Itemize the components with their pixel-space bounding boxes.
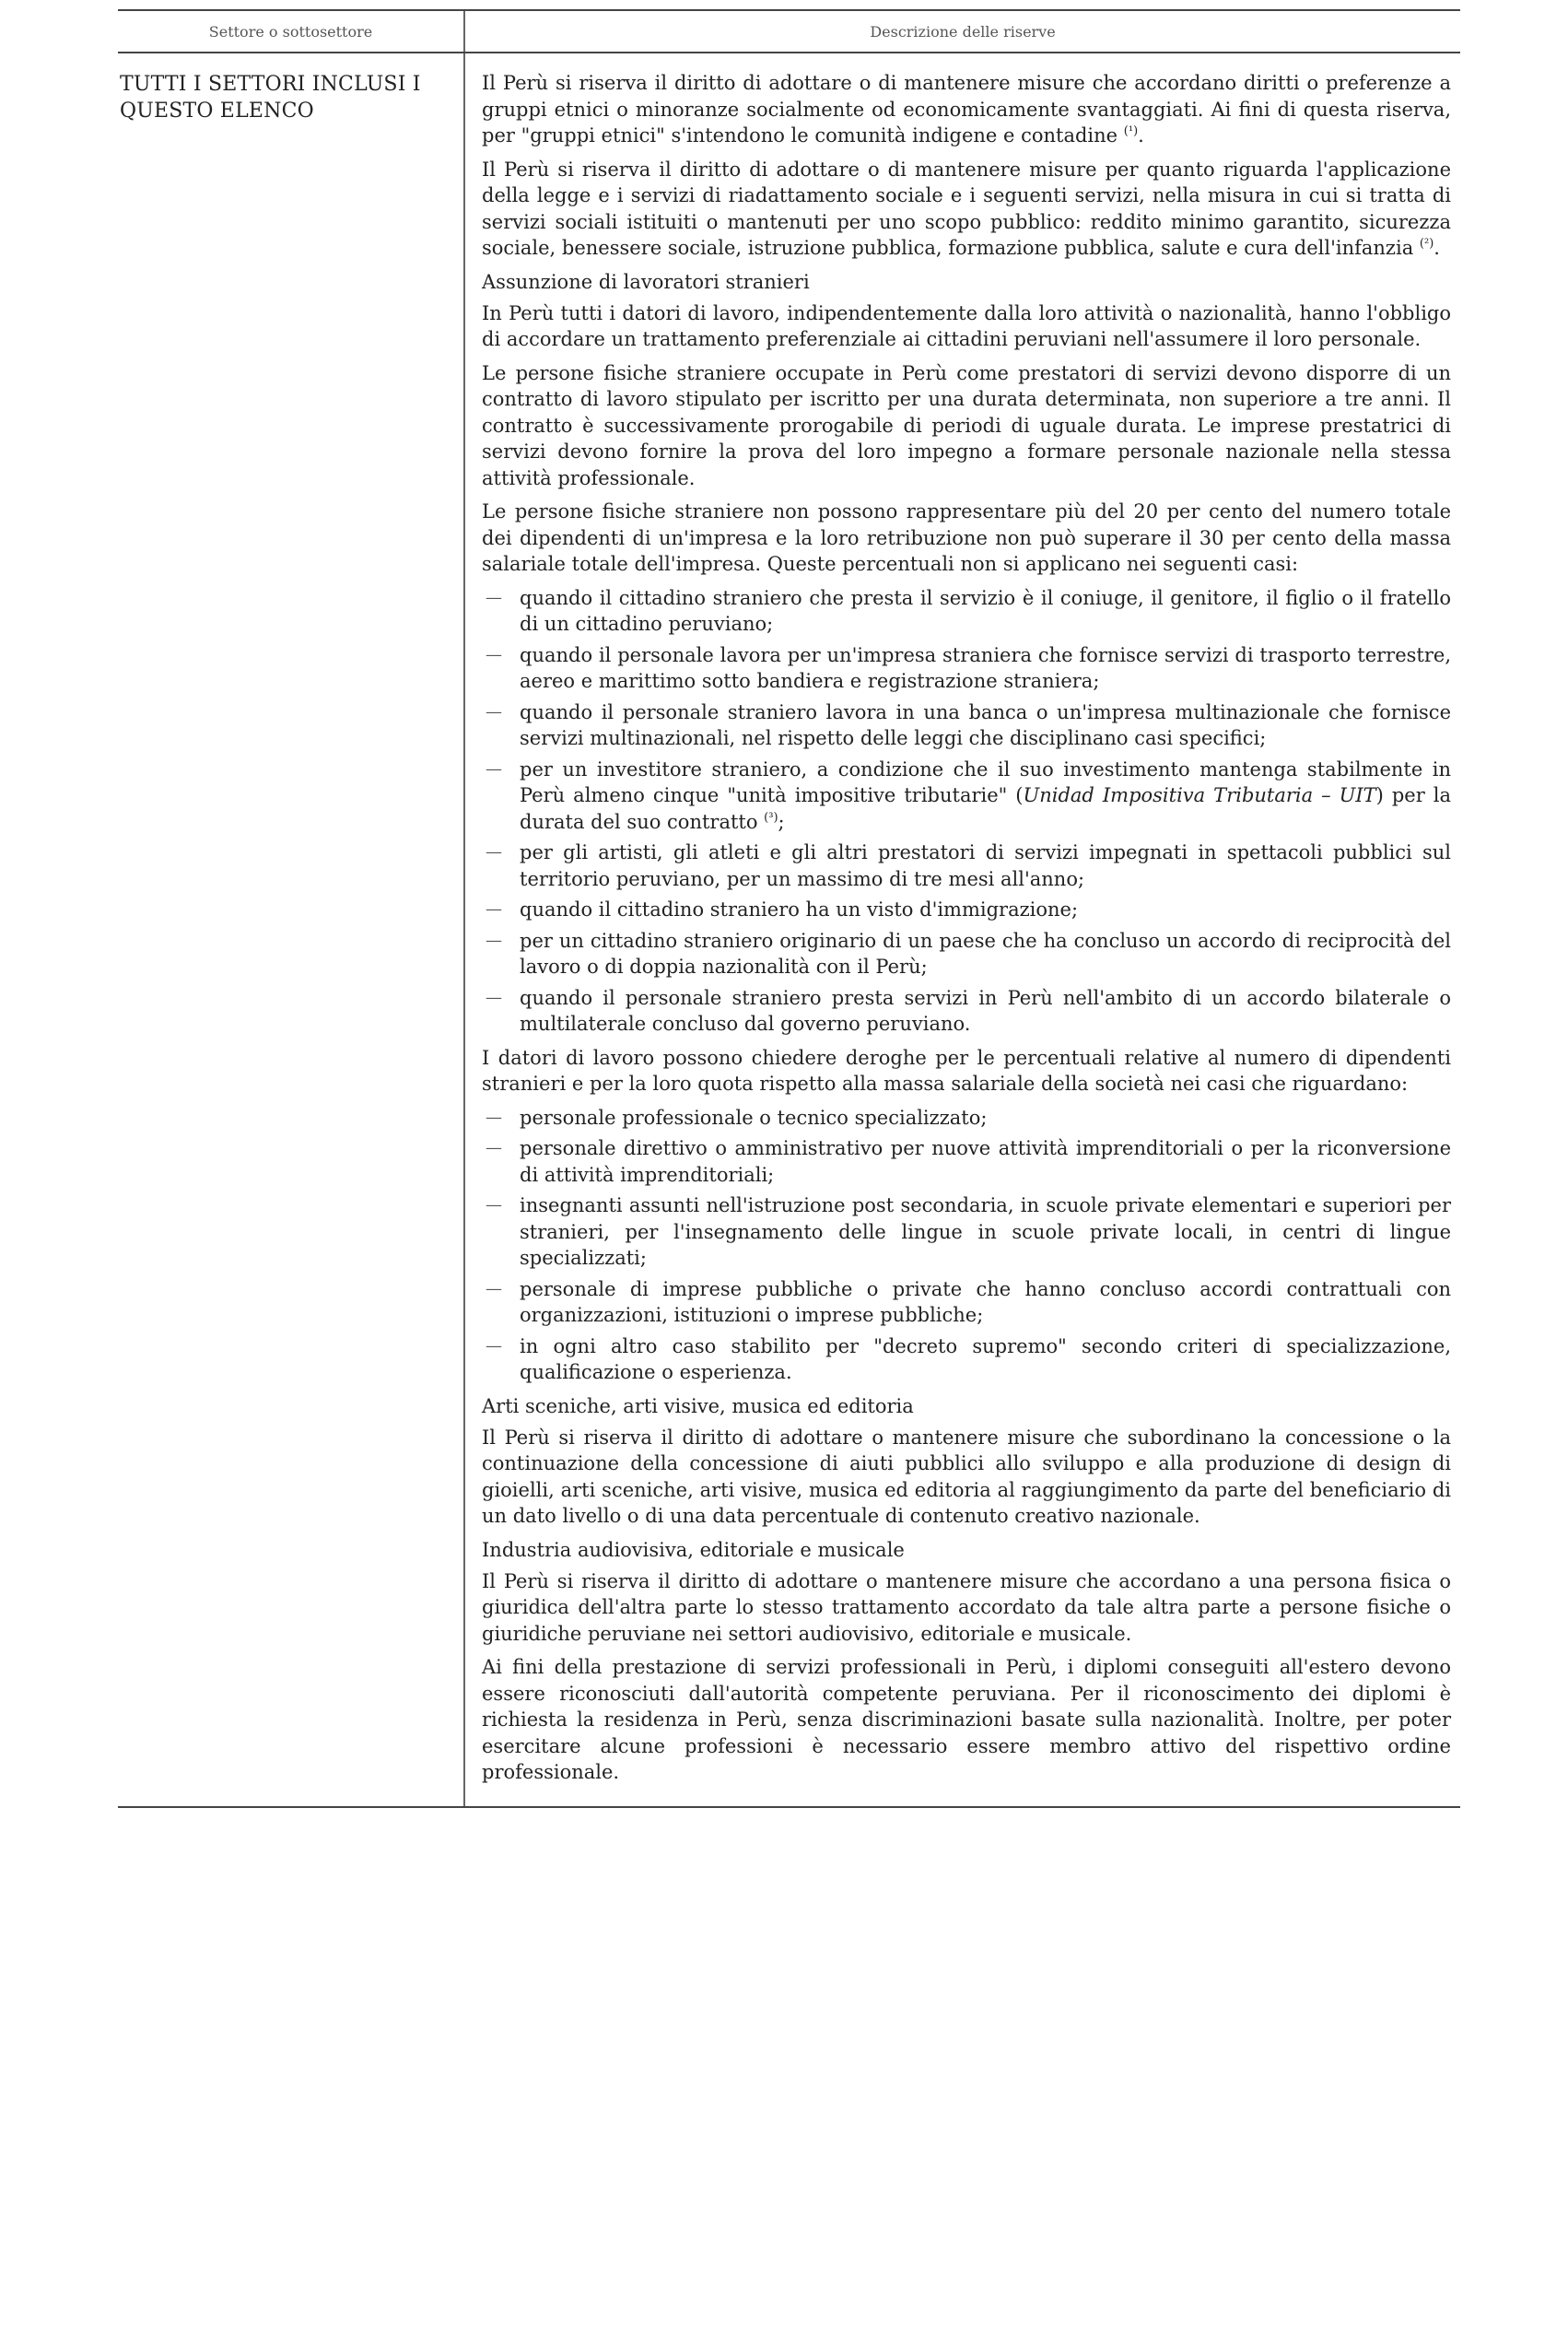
list-item [482,1135,1451,1188]
description-body [465,53,1460,1806]
list-item [482,642,1451,695]
italic-term: Unidad Impositiva Tributaria – UIT [1023,784,1376,806]
list-item-text: in ogni altro caso stabilito per "decreto supremo" secondo criteri di specializzazione, qualificazione o esperienza. [520,1334,1451,1383]
paragraph: Il Perù si riserva il diritto di adottare o mantenere misure che subordinano la concessione o la continuazione della concessione di aiuti pubblici allo sviluppo e alla produzione di design di gioielli, arti sceniche, arti visive, musica ed editoria al raggiungimento da parte del beneficiario di un dato livello o di una data percentuale di contenuto creativo nazionale. [482,1426,1451,1527]
dash-marker: — [486,1278,502,1298]
footnote-ref: (¹) [1123,124,1139,138]
list-item-text: per un investitore straniero, a condizione che il suo investimento mantenga stabilmente in Perù almeno cinque "unità impositive tributarie" ( [520,757,1451,806]
reservations-table [118,9,1460,1808]
footnote-ref: (³) [764,810,778,825]
footnote-ref: (²) [1419,237,1434,251]
subheading-lavoratori: Assunzione di lavoratori stranieri [482,270,810,293]
paragraph: I datori di lavoro possono chiedere deroghe per le percentuali relative al numero di dipendenti stranieri e per la loro quota rispetto alla massa salariale della società nei casi che riguardano: [482,1046,1451,1095]
paragraph: In Perù tutti i datori di lavoro, indipendentemente dalla loro attività o nazionalità, hanno l'obbligo di accordare un trattamento preferenziale ai cittadini peruviani nell'assumere il loro personale. [482,301,1451,350]
subheading-audiovisiva: Industria audiovisiva, editoriale e musicale [482,1538,905,1561]
paragraph: Le persone fisiche straniere non possono rappresentare più del 20 per cento del numero totale dei dipendenti di un'impresa e la loro retribuzione non può superare il 30 per cento della massa salariale totale dell'impresa. Queste percentuali non si applicano nei seguenti casi: [482,500,1451,575]
list-item-text: personale di imprese pubbliche o private che hanno concluso accordi contrattuali con organizzazioni, istituzioni o imprese pubbliche; [520,1277,1451,1326]
list-item-text: insegnanti assunti nell'istruzione post secondaria, in scuole private elementari e superiori per stranieri, per l'insegnamento delle lingue in scuole private locali, in centri di lingue specializzati; [520,1194,1451,1269]
paragraph: Il Perù si riserva il diritto di adottare o di mantenere misure che accordano diritti o preferenze a gruppi etnici o minoranze socialmente od economicamente svantaggiati. Ai fini di questa riserva, per "gruppi etnici" s'intendono le comunità indigene e contadine $^{(^1)}$. [482,72,1451,147]
list-item [482,1105,1451,1132]
exceptions-list [482,585,1451,1038]
paragraph: Ai fini della prestazione di servizi professionali in Perù, i diplomi conseguiti all'estero devono essere riconosciuti dall'autorità competente peruviana. Per il riconoscimento dei diplomi è richiesta la residenza in Perù, senza discriminazioni basate sulla nazionalità. Inoltre, per poter esercitare alcune professioni è necessario essere membro attivo del rispettivo ordine professionale. [482,1656,1451,1783]
dash-marker: — [486,987,502,1007]
dash-marker: — [486,1195,502,1215]
table-header-row [118,10,1460,53]
dash-marker: — [486,899,502,919]
list-item [482,985,1451,1038]
dash-marker: — [486,1138,502,1157]
list-item-text: personale professionale o tecnico specializzato; [520,1106,988,1129]
header-sector: Settore o sottosettore [118,10,464,53]
list-item-text: quando il cittadino straniero che presta il servizio è il coniuge, il genitore, il figlio o il fratello di un cittadino peruviano; [520,586,1451,635]
paragraph: Il Perù si riserva il diritto di adottare o di mantenere misure per quanto riguarda l'applicazione della legge e i servizi di riadattamento sociale e i seguenti servizi, nella misura in cui si tratta di servizi sociali istituiti o mantenuti per uno scopo pubblico: reddito minimo garantito, sicurezza sociale, benessere sociale, istruzione pubblica, formazione pubblica, salute e cura dell'infanzia $^{(^2)}$. [482,158,1451,259]
list-item-text: quando il personale straniero lavora in una banca o un'impresa multinazionale che fornisce servizi multinazionali, nel rispetto delle leggi che disciplinano casi specifici; [520,700,1451,749]
list-item [482,585,1451,638]
table-row [118,53,1460,1807]
dash-marker: — [486,842,502,862]
list-item-text: quando il cittadino straniero ha un visto d'immigrazione; [520,898,1079,921]
list-item-text: ) per la durata del suo contratto [520,784,1451,833]
description-cell [464,53,1460,1807]
list-item [482,757,1451,836]
header-description: Descrizione delle riserve [464,10,1460,53]
dash-marker: — [486,701,502,722]
list-item [482,928,1451,980]
list-item-text: per gli artisti, gli atleti e gli altri prestatori di servizi impegnati in spettacoli pubblici sul territorio peruviano, per un massimo di tre mesi all'anno; [520,841,1451,890]
dash-marker: — [486,1107,502,1127]
sector-cell [118,53,464,1807]
list-item-text: quando il personale straniero presta servizi in Perù nell'ambito di un accordo bilaterale o multilaterale concluso dal governo peruviano. [520,986,1451,1035]
list-item-text: per un cittadino straniero originario di un paese che ha concluso un accordo di reciprocità del lavoro o di doppia nazionalità con il Perù; [520,929,1451,978]
dash-marker: — [486,1335,502,1356]
list-item [482,1333,1451,1386]
list-item-text: personale direttivo o amministrativo per nuove attività imprenditoriali o per la riconversione di attività imprenditoriali; [520,1137,1451,1186]
paragraph-text: Il Perù si riserva il diritto di adottare o di mantenere misure che accordano diritti o preferenze a gruppi etnici o minoranze socialmente od economicamente svantaggiati. Ai fini di questa riserva, per "gruppi etnici" s'intendono le comunità indigene e contadine [482,72,1451,147]
paragraph: Le persone fisiche straniere occupate in Perù come prestatori di servizi devono disporre di un contratto di lavoro stipulato per iscritto per una durata determinata, non superiore a tre anni. Il contratto è successivamente prorogabile di periodi di uguale durata. Le imprese prestatrici di servizi devono fornire la prova del loro impegno a formare personale nazionale nella stessa attività professionale. [482,361,1451,489]
paragraph: Il Perù si riserva il diritto di adottare o mantenere misure che accordano a una persona fisica o giuridica dell'altra parte lo stesso trattamento accordato da tale altra parte a persone fisiche o giuridiche peruviane nei settori audiovisivo, editoriale e musicale. [482,1569,1451,1645]
subheading-arti: Arti sceniche, arti visive, musica ed editoria [482,1394,914,1417]
paragraph-text: Il Perù si riserva il diritto di adottare o di mantenere misure per quanto riguarda l'applicazione della legge e i servizi di riadattamento sociale e i seguenti servizi, nella misura in cui si tratta di servizi sociali istituiti o mantenuti per uno scopo pubblico: reddito minimo garantito, sicurezza sociale, benessere sociale, istruzione pubblica, formazione pubblica, salute e cura dell'infanzia [482,158,1451,259]
list-item-text: quando il personale lavora per un'impresa straniera che fornisce servizi di trasporto terrestre, aereo e marittimo sotto bandiera e registrazione straniera; [520,643,1451,692]
list-item [482,839,1451,892]
list-item [482,699,1451,752]
list-item-text: ; [778,810,785,833]
sector-name: TUTTI I SETTORI INCLUSI I QUESTO ELENCO [120,73,421,123]
list-item [482,1192,1451,1272]
dash-marker: — [486,930,502,950]
dash-marker: — [486,644,502,664]
dash-marker: — [486,587,502,607]
derogation-list [482,1105,1451,1386]
list-item [482,897,1451,923]
dash-marker: — [486,758,502,779]
list-item [482,1276,1451,1329]
